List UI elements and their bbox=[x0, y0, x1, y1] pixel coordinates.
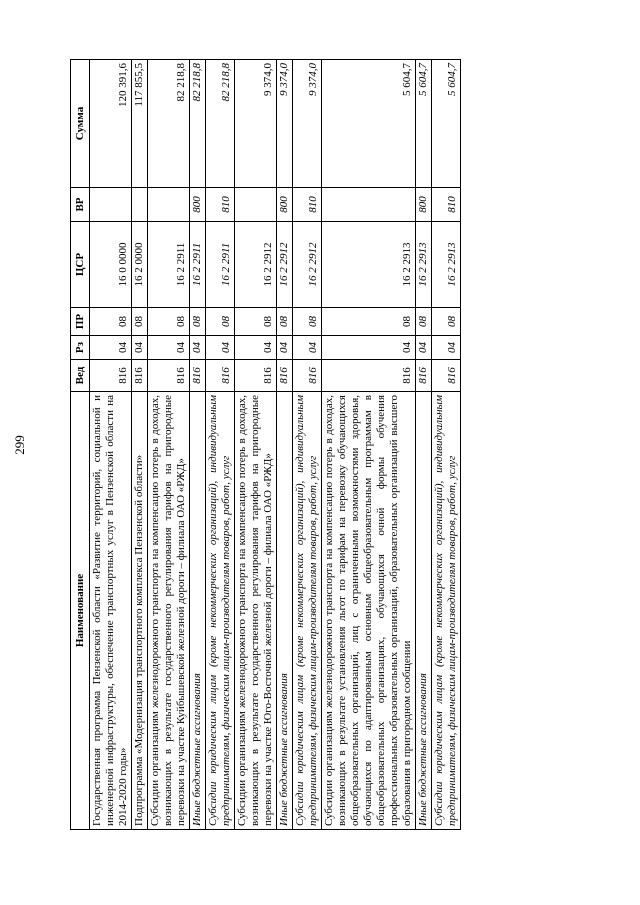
cell-sum: 117 855,5 bbox=[132, 60, 148, 188]
cell-ved: 816 bbox=[235, 360, 277, 392]
cell-csr: 16 0 0000 bbox=[90, 222, 132, 308]
cell-name: Иные бюджетные ассигнования bbox=[190, 392, 206, 830]
table-row bbox=[190, 60, 206, 830]
cell-vr bbox=[235, 188, 277, 222]
cell-ved: 816 bbox=[432, 360, 461, 392]
cell-vr: 810 bbox=[206, 188, 235, 222]
cell-csr: 16 2 2911 bbox=[206, 222, 235, 308]
cell-pr: 08 bbox=[277, 308, 293, 336]
table-row bbox=[432, 60, 461, 830]
table-row bbox=[235, 60, 277, 830]
table-row bbox=[90, 60, 132, 830]
header-rz: Рз bbox=[71, 336, 90, 360]
cell-name: Субсидии организациям железнодорожного транспорта на компенсацию потерь в доходах, возникающих в результате государственного регулирования тарифов на пригородные перевозки на участке Юго-Восточной железной дороги – филиала ОАО «РЖД» bbox=[235, 392, 277, 830]
table-row bbox=[416, 60, 432, 830]
cell-rz: 04 bbox=[132, 336, 148, 360]
cell-ved: 816 bbox=[206, 360, 235, 392]
cell-csr: 16 2 2913 bbox=[416, 222, 432, 308]
cell-sum: 9 374,0 bbox=[293, 60, 322, 188]
cell-csr: 16 2 2911 bbox=[190, 222, 206, 308]
cell-vr bbox=[148, 188, 190, 222]
cell-rz: 04 bbox=[416, 336, 432, 360]
cell-name: Субсидии организациям железнодорожного транспорта на компенсацию потерь в доходах, возникающих в результате государственного регулирования тарифов на пригородные перевозки на участке Куйбышевской железной дороги – филиала ОАО «РЖД» bbox=[148, 392, 190, 830]
cell-sum: 9 374,0 bbox=[277, 60, 293, 188]
cell-pr: 08 bbox=[322, 308, 416, 336]
cell-ved: 816 bbox=[132, 360, 148, 392]
table-row bbox=[132, 60, 148, 830]
cell-ved: 816 bbox=[293, 360, 322, 392]
cell-name: Государственная программа Пензенской области «Развитие территорий, социальной и инженерной инфраструктуры, обеспечение транспортных услуг в Пензенской области на 2014-2020 годы» bbox=[90, 392, 132, 830]
table-header-row bbox=[71, 60, 90, 830]
cell-sum: 5 604,7 bbox=[416, 60, 432, 188]
cell-name: Подпрограмма «Модернизация транспортного комплекса Пензенской области» bbox=[132, 392, 148, 830]
cell-sum: 5 604,7 bbox=[322, 60, 416, 188]
cell-rz: 04 bbox=[148, 336, 190, 360]
header-sum: Сумма bbox=[71, 60, 90, 188]
cell-vr: 800 bbox=[277, 188, 293, 222]
cell-sum: 82 218,8 bbox=[148, 60, 190, 188]
cell-vr bbox=[132, 188, 148, 222]
cell-ved: 816 bbox=[416, 360, 432, 392]
cell-rz: 04 bbox=[277, 336, 293, 360]
cell-csr: 16 2 2912 bbox=[235, 222, 277, 308]
cell-rz: 04 bbox=[235, 336, 277, 360]
table-row bbox=[293, 60, 322, 830]
table-row bbox=[277, 60, 293, 830]
cell-pr: 08 bbox=[432, 308, 461, 336]
cell-sum: 82 218,8 bbox=[190, 60, 206, 188]
cell-ved: 816 bbox=[148, 360, 190, 392]
cell-sum: 82 218,8 bbox=[206, 60, 235, 188]
cell-sum: 120 391,6 bbox=[90, 60, 132, 188]
cell-vr: 810 bbox=[293, 188, 322, 222]
cell-vr: 800 bbox=[416, 188, 432, 222]
header-pr: ПР bbox=[71, 308, 90, 336]
cell-rz: 04 bbox=[190, 336, 206, 360]
cell-name: Иные бюджетные ассигнования bbox=[416, 392, 432, 830]
cell-csr: 16 2 2911 bbox=[148, 222, 190, 308]
cell-sum: 9 374,0 bbox=[235, 60, 277, 188]
cell-ved: 816 bbox=[322, 360, 416, 392]
budget-table bbox=[70, 59, 461, 830]
cell-name: Субсидии юридическим лицам (кроме некоммерческих организаций), индивидуальным предпринимателям, физическим лицам-производителям товаров, работ, услуг bbox=[293, 392, 322, 830]
cell-pr: 08 bbox=[235, 308, 277, 336]
cell-rz: 04 bbox=[432, 336, 461, 360]
cell-vr: 800 bbox=[190, 188, 206, 222]
cell-vr bbox=[90, 188, 132, 222]
cell-csr: 16 2 2913 bbox=[432, 222, 461, 308]
cell-name: Субсидии организациям железнодорожного транспорта на компенсацию потерь в доходах, возникающих в результате установления льгот по тарифам на перевозку обучающихся общеобразовательных организаций, лиц с ограниченными возможностями здоровья, обучающихся по адаптированным основным общеобразовательным программам в общеобразовательных организациях, обучающихся очной формы обучения профессиональных образовательных организаций, образовательных организаций высшего образования в пригородном сообщении bbox=[322, 392, 416, 830]
cell-rz: 04 bbox=[90, 336, 132, 360]
page-number: 299 bbox=[12, 435, 27, 455]
cell-pr: 08 bbox=[206, 308, 235, 336]
cell-pr: 08 bbox=[148, 308, 190, 336]
cell-ved: 816 bbox=[277, 360, 293, 392]
cell-pr: 08 bbox=[132, 308, 148, 336]
cell-csr: 16 2 2912 bbox=[293, 222, 322, 308]
cell-ved: 816 bbox=[190, 360, 206, 392]
cell-name: Иные бюджетные ассигнования bbox=[277, 392, 293, 830]
table-row bbox=[322, 60, 416, 830]
header-vr: ВР bbox=[71, 188, 90, 222]
table-row bbox=[148, 60, 190, 830]
cell-vr bbox=[322, 188, 416, 222]
rotated-page bbox=[12, 60, 540, 830]
cell-ved: 816 bbox=[90, 360, 132, 392]
header-csr: ЦСР bbox=[71, 222, 90, 308]
table-body bbox=[90, 60, 461, 830]
cell-csr: 16 2 2912 bbox=[277, 222, 293, 308]
cell-vr: 810 bbox=[432, 188, 461, 222]
cell-pr: 08 bbox=[293, 308, 322, 336]
cell-pr: 08 bbox=[190, 308, 206, 336]
cell-pr: 08 bbox=[90, 308, 132, 336]
cell-csr: 16 2 0000 bbox=[132, 222, 148, 308]
cell-name: Субсидии юридическим лицам (кроме некоммерческих организаций), индивидуальным предпринимателям, физическим лицам-производителям товаров, работ, услуг bbox=[206, 392, 235, 830]
header-name: Наименование bbox=[71, 392, 90, 830]
cell-csr: 16 2 2913 bbox=[322, 222, 416, 308]
cell-rz: 04 bbox=[322, 336, 416, 360]
table-row bbox=[206, 60, 235, 830]
cell-rz: 04 bbox=[206, 336, 235, 360]
cell-pr: 08 bbox=[416, 308, 432, 336]
header-ved: Вед bbox=[71, 360, 90, 392]
cell-name: Субсидии юридическим лицам (кроме некоммерческих организаций), индивидуальным предпринимателям, физическим лицам-производителям товаров, работ, услуг bbox=[432, 392, 461, 830]
cell-sum: 5 604,7 bbox=[432, 60, 461, 188]
cell-rz: 04 bbox=[293, 336, 322, 360]
